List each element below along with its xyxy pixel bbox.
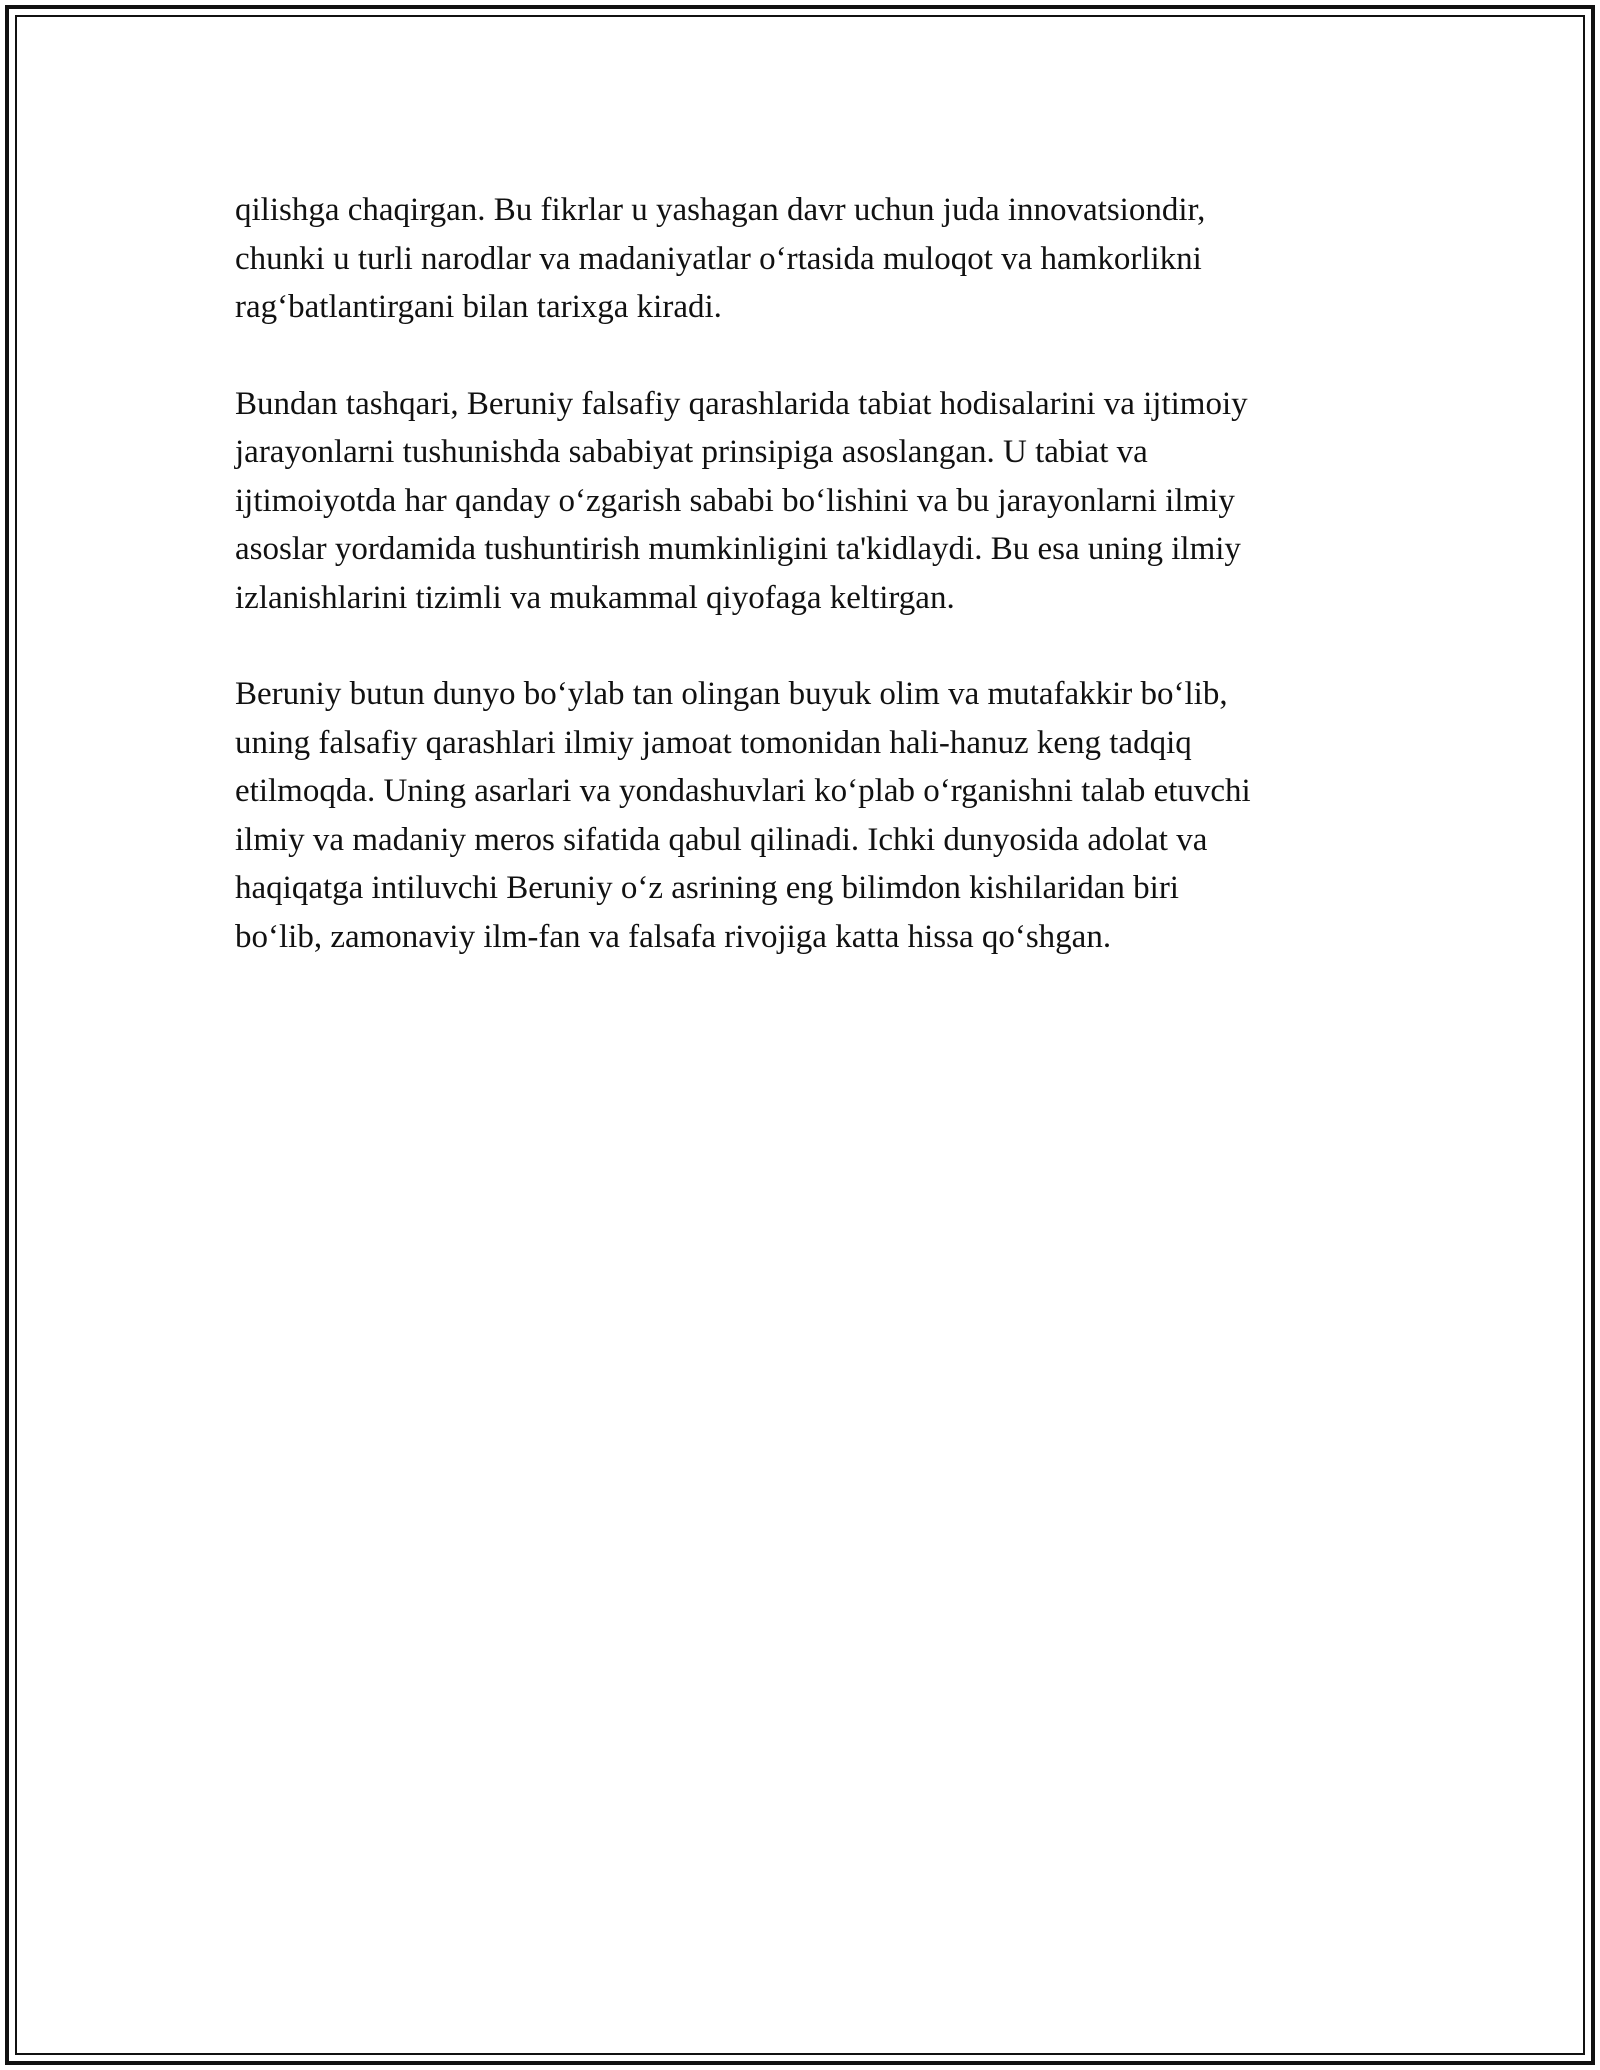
paragraph-2: Bundan tashqari, Beruniy falsafiy qarashlarida tabiat hodisalarini va ijtimoiy jarayonlarni tushunishda sababiyat prinsipiga asoslangan. U tabiat va ijtimoiyotda har qanday o‘zgarish sababi bo‘lishini va bu jarayonlarni ilmiy asoslar yordamida tushuntirish mumkinligini ta'kidlaydi. Bu esa uning ilmiy izlanishlarini tizimli va mukammal qiyofaga keltirgan. [235,385,1248,616]
document-body [235,186,1375,1009]
paragraph-1: qilishga chaqirgan. Bu fikrlar u yashagan davr uchun juda innovatsiondir, chunki u turli narodlar va madaniyatlar o‘rtasida muloqot va hamkorlikni rag‘batlantirgani bilan tarixga kiradi. [235,192,1206,325]
paragraph-3: Beruniy butun dunyo bo‘ylab tan olingan buyuk olim va mutafakkir bo‘lib, uning falsafiy qarashlari ilmiy jamoat tomonidan hali-hanuz keng tadqiq etilmoqda. Uning asarlari va yondashuvlari ko‘plab o‘rganishni talab etuvchi ilmiy va madaniy meros sifatida qabul qilinadi. Ichki dunyosida adolat va haqiqatga intiluvchi Beruniy o‘z asrining eng bilimdon kishilaridan biri bo‘lib, zamonaviy ilm-fan va falsafa rivojiga katta hissa qo‘shgan. [235,676,1251,955]
